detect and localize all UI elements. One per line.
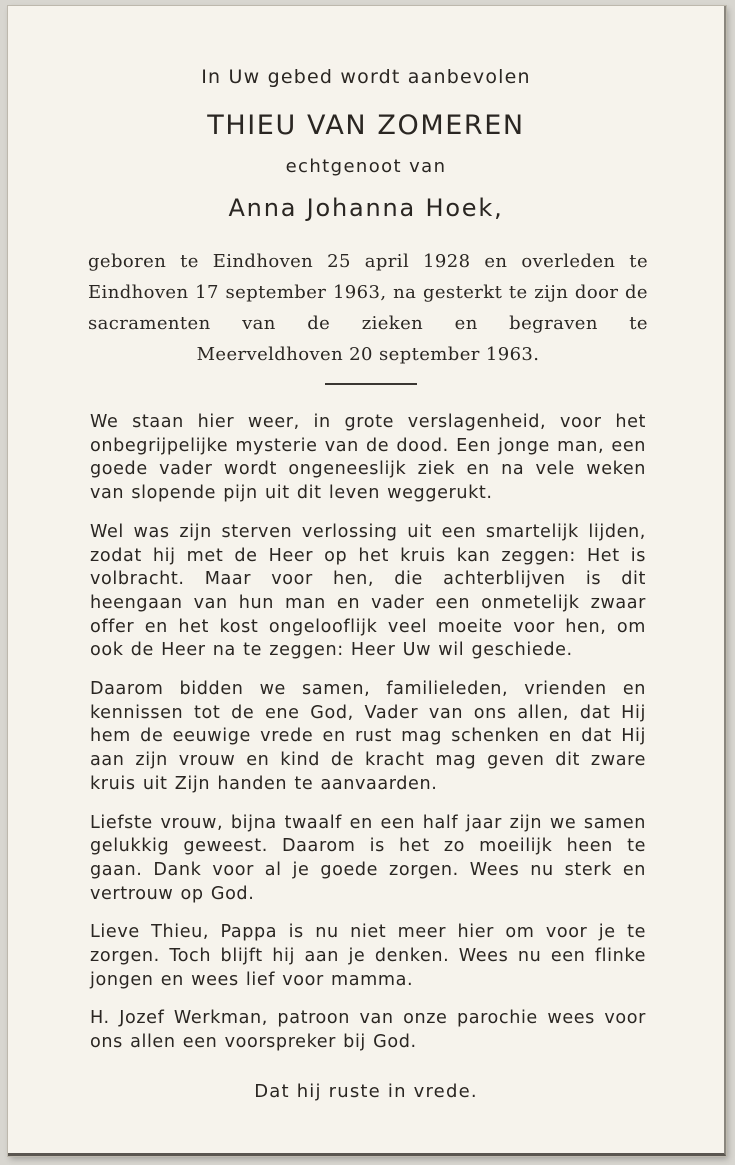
card-body: [90, 411, 646, 1070]
paragraph: H. Jozef Werkman, patroon van onze parochie wees voor ons allen een voorspreker bij God.: [90, 1008, 646, 1053]
relation-line: echtgenoot van: [285, 156, 447, 177]
spouse-name: Anna Johanna Hoek,: [228, 194, 504, 222]
divider-line: [325, 383, 417, 385]
paragraph: We staan hier weer, in grote verslagenheid, voor het onbegrijpelijke mysterie van de dood. Een jonge man, een goede vader wordt ongeneeslijk ziek en na vele weken van slopende pijn uit dit leven weggerukt.: [90, 412, 646, 504]
paragraph: Daarom bidden we samen, familieleden, vrienden en kennissen tot de ene God, Vader van ons allen, dat Hij hem de eeuwige vrede en rust mag schenken en dat Hij aan zijn vrouw en kind de kracht mag geven dit zware kruis uit Zijn handen te aanvaarden.: [90, 679, 646, 794]
intro-line: In Uw gebed wordt aanbevolen: [201, 66, 531, 88]
card-header: [8, 66, 724, 230]
closing-line: Dat hij ruste in vrede.: [254, 1081, 478, 1102]
paragraph: Liefste vrouw, bijna twaalf en een half jaar zijn we samen gelukkig geweest. Daarom is het zo moeilijk heen te gaan. Dank voor al je goede zorgen. Wees nu sterk en vertrouw op God.: [90, 812, 646, 904]
paragraph: Wel was zijn sterven verlossing uit een smartelijk lijden, zodat hij met de Heer op het kruis kan zeggen: Het is volbracht. Maar voor hen, die achterblijven is dit heengaan van hun man en vader een onmetelijk zwaar offer en het kost ongelooflijk veel moeite voor hen, om ook de Heer na te zeggen: Heer Uw wil geschiede.: [90, 521, 646, 661]
paragraph: Lieve Thieu, Pappa is nu niet meer hier om voor je te zorgen. Toch blijft hij aan je denken. Wees nu een flinke jongen en wees lief voor mamma.: [90, 922, 646, 990]
deceased-name: THIEU VAN ZOMEREN: [207, 110, 525, 141]
birth-death-details: geboren te Eindhoven 25 april 1928 en overleden te Eindhoven 17 september 1963, na gesterkt te zijn door de sacramenten van de zieken en begraven te Meerveldhoven 20 september 1963.: [88, 251, 648, 365]
memorial-card: [8, 6, 726, 1156]
